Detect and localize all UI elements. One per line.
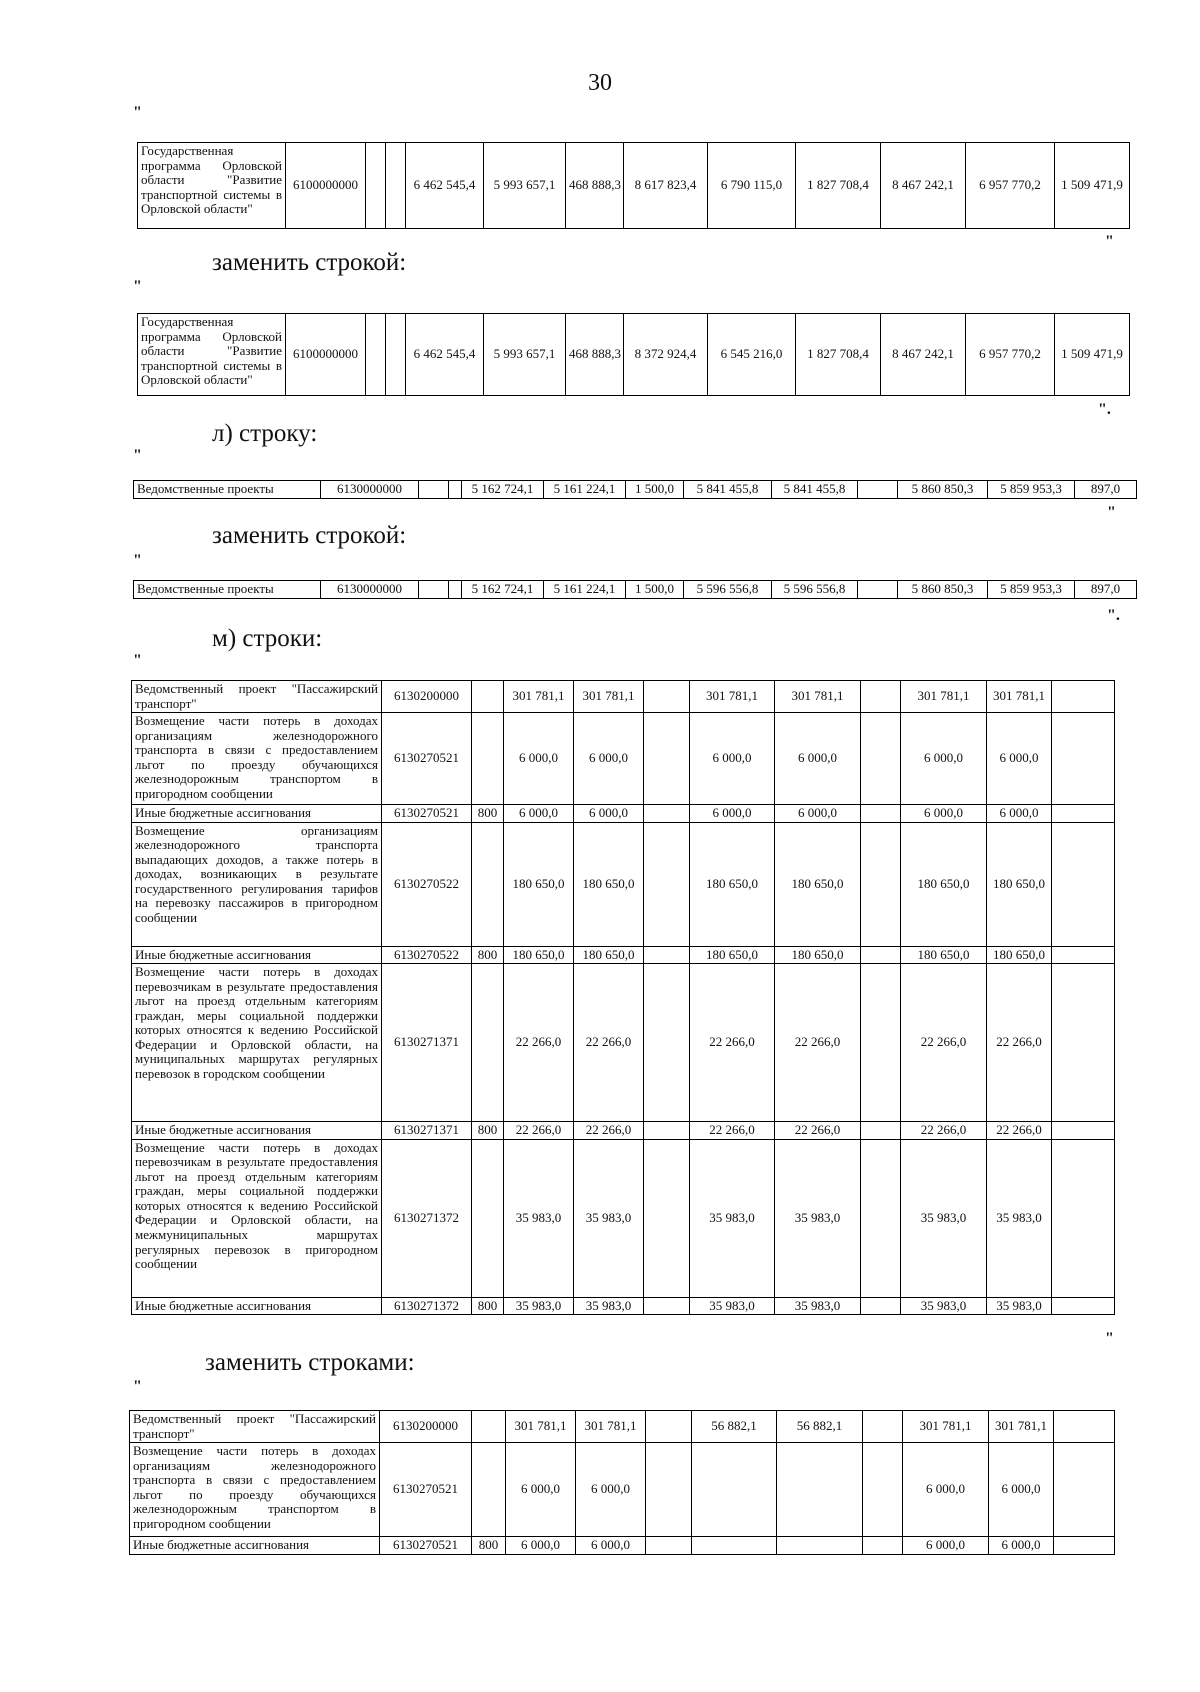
value-cell: 180 650,0	[987, 822, 1052, 946]
value-cell: 35 983,0	[574, 1297, 644, 1315]
value-cell	[863, 1537, 903, 1555]
value-cell	[386, 314, 406, 396]
value-cell: 5 161 224,1	[544, 581, 626, 599]
opening-quote: "	[133, 104, 142, 121]
value-cell	[449, 581, 462, 599]
value-cell	[861, 946, 901, 964]
code-cell: 6130200000	[380, 1411, 472, 1443]
value-cell: 35 983,0	[901, 1139, 987, 1297]
value-cell: 6 957 770,2	[966, 314, 1055, 396]
value-cell: 22 266,0	[775, 1122, 861, 1140]
table-row	[130, 1537, 1115, 1555]
value-cell	[861, 681, 901, 713]
value-cell: 5 993 657,1	[484, 314, 566, 396]
value-cell: 35 983,0	[504, 1297, 574, 1315]
program-row-table-original	[137, 142, 1130, 229]
closing-quote: ".	[1107, 607, 1120, 624]
value-cell: 5 859 953,3	[988, 581, 1075, 599]
value-cell: 6 000,0	[576, 1443, 646, 1537]
value-cell	[1052, 805, 1115, 823]
value-cell: 301 781,1	[504, 681, 574, 713]
value-cell	[1052, 1122, 1115, 1140]
value-cell: 301 781,1	[989, 1411, 1054, 1443]
value-cell	[1052, 1297, 1115, 1315]
vid-cell	[472, 822, 504, 946]
vid-cell: 800	[472, 946, 504, 964]
value-cell: 6 000,0	[903, 1443, 989, 1537]
closing-quote: "	[1107, 504, 1116, 521]
table-row	[132, 946, 1115, 964]
heading-l-row: л) строку:	[212, 420, 318, 447]
row-name: Иные бюджетные ассигнования	[132, 1297, 382, 1315]
vid-cell	[419, 481, 449, 499]
page-number: 30	[588, 70, 612, 96]
row-name: Возмещение организациям железнодорожного транспорта выпадающих доходов, а также потерь в доходах, возникающих в результате государственного регулирования тарифов на перевозку пассажиров в пригородном сообщении	[132, 822, 382, 946]
value-cell: 35 983,0	[775, 1297, 861, 1315]
value-cell: 6 000,0	[987, 805, 1052, 823]
value-cell: 35 983,0	[574, 1139, 644, 1297]
value-cell: 6 000,0	[690, 805, 775, 823]
value-cell: 8 372 924,4	[624, 314, 708, 396]
value-cell: 35 983,0	[504, 1139, 574, 1297]
heading-m-rows: м) строки:	[212, 625, 323, 652]
value-cell: 6 000,0	[775, 713, 861, 805]
value-cell: 1 509 471,9	[1055, 143, 1130, 229]
value-cell	[644, 681, 690, 713]
value-cell	[644, 713, 690, 805]
closing-quote: "	[1105, 1330, 1114, 1347]
value-cell: 22 266,0	[775, 964, 861, 1122]
value-cell: 180 650,0	[690, 946, 775, 964]
opening-quote: "	[133, 278, 142, 295]
table-row	[130, 1443, 1115, 1537]
value-cell: 6 000,0	[987, 713, 1052, 805]
value-cell	[1054, 1443, 1115, 1537]
value-cell: 8 467 242,1	[881, 143, 966, 229]
value-cell	[1052, 822, 1115, 946]
value-cell: 56 882,1	[777, 1411, 863, 1443]
code-cell: 6130271372	[382, 1139, 472, 1297]
table-row	[130, 1411, 1115, 1443]
value-cell: 6 000,0	[506, 1537, 576, 1555]
value-cell: 301 781,1	[574, 681, 644, 713]
table-row	[132, 805, 1115, 823]
vid-cell: 800	[472, 1122, 504, 1140]
value-cell: 6 000,0	[506, 1443, 576, 1537]
value-cell	[861, 964, 901, 1122]
value-cell	[644, 1139, 690, 1297]
value-cell: 180 650,0	[504, 946, 574, 964]
value-cell: 22 266,0	[574, 1122, 644, 1140]
value-cell	[644, 1297, 690, 1315]
value-cell: 5 993 657,1	[484, 143, 566, 229]
value-cell: 22 266,0	[690, 1122, 775, 1140]
row-name: Ведомственный проект "Пассажирский транспорт"	[132, 681, 382, 713]
value-cell: 22 266,0	[901, 1122, 987, 1140]
value-cell: 6 957 770,2	[966, 143, 1055, 229]
vid-cell: 800	[472, 1297, 504, 1315]
value-cell	[858, 481, 898, 499]
value-cell: 468 888,3	[566, 314, 624, 396]
value-cell: 5 860 850,3	[898, 581, 988, 599]
row-name: Ведомственный проект "Пассажирский транспорт"	[130, 1411, 380, 1443]
value-cell: 897,0	[1075, 581, 1137, 599]
value-cell: 35 983,0	[775, 1139, 861, 1297]
value-cell: 6 000,0	[690, 713, 775, 805]
value-cell: 35 983,0	[901, 1297, 987, 1315]
value-cell: 5 162 724,1	[462, 581, 544, 599]
value-cell: 301 781,1	[987, 681, 1052, 713]
value-cell: 1 827 708,4	[796, 143, 881, 229]
value-cell: 6 000,0	[504, 713, 574, 805]
vid-cell	[472, 1411, 506, 1443]
value-cell: 180 650,0	[504, 822, 574, 946]
code-cell: 6130270522	[382, 946, 472, 964]
value-cell	[644, 805, 690, 823]
value-cell: 22 266,0	[901, 964, 987, 1122]
code-cell: 6100000000	[286, 314, 366, 396]
value-cell	[777, 1443, 863, 1537]
row-name: Возмещение части потерь в доходах организациям железнодорожного транспорта в связи с предоставлением льгот по проезду обучающихся железнодорожным транспортом в пригородном сообщении	[130, 1443, 380, 1537]
value-cell: 22 266,0	[987, 964, 1052, 1122]
vid-cell	[419, 581, 449, 599]
value-cell: 22 266,0	[690, 964, 775, 1122]
value-cell	[1054, 1411, 1115, 1443]
value-cell	[861, 822, 901, 946]
value-cell	[449, 481, 462, 499]
code-cell: 6130270521	[380, 1443, 472, 1537]
value-cell	[861, 1297, 901, 1315]
value-cell: 5 596 556,8	[772, 581, 858, 599]
value-cell	[861, 1139, 901, 1297]
code-cell: 6100000000	[286, 143, 366, 229]
code-cell: 6130271371	[382, 964, 472, 1122]
vid-cell	[366, 143, 386, 229]
value-cell: 180 650,0	[775, 946, 861, 964]
value-cell: 180 650,0	[574, 946, 644, 964]
value-cell	[644, 822, 690, 946]
value-cell: 6 000,0	[504, 805, 574, 823]
value-cell: 22 266,0	[504, 1122, 574, 1140]
code-cell: 6130271372	[382, 1297, 472, 1315]
value-cell: 5 859 953,3	[988, 481, 1075, 499]
vid-cell	[472, 1139, 504, 1297]
value-cell: 180 650,0	[775, 822, 861, 946]
value-cell: 180 650,0	[690, 822, 775, 946]
value-cell: 180 650,0	[987, 946, 1052, 964]
value-cell	[1052, 946, 1115, 964]
value-cell	[863, 1443, 903, 1537]
value-cell: 56 882,1	[692, 1411, 777, 1443]
value-cell: 5 860 850,3	[898, 481, 988, 499]
value-cell	[644, 946, 690, 964]
value-cell: 6 462 545,4	[406, 314, 484, 396]
value-cell: 22 266,0	[504, 964, 574, 1122]
opening-quote: "	[133, 552, 142, 569]
value-cell: 6 000,0	[574, 713, 644, 805]
heading-replace-row: заменить строкой:	[212, 522, 407, 549]
row-name: Иные бюджетные ассигнования	[132, 946, 382, 964]
table-row	[132, 713, 1115, 805]
row-name: Ведомственные проекты	[134, 581, 321, 599]
code-cell: 6130270521	[380, 1537, 472, 1555]
value-cell: 6 000,0	[901, 805, 987, 823]
value-cell: 1 827 708,4	[796, 314, 881, 396]
vid-cell	[366, 314, 386, 396]
value-cell: 301 781,1	[903, 1411, 989, 1443]
value-cell	[1052, 681, 1115, 713]
value-cell	[646, 1537, 692, 1555]
value-cell	[644, 1122, 690, 1140]
value-cell: 301 781,1	[775, 681, 861, 713]
opening-quote: "	[133, 447, 142, 464]
row-name: Возмещение части потерь в доходах перевозчикам в результате предоставления льгот на проезд отдельным категориям граждан, меры социальной поддержки которых относятся к ведению Российской Федерации и Орловской области, на муниципальных маршрутах регулярных перевозок в городском сообщении	[132, 964, 382, 1122]
opening-quote: "	[133, 652, 142, 669]
code-cell: 6130270522	[382, 822, 472, 946]
value-cell: 6 000,0	[574, 805, 644, 823]
value-cell: 35 983,0	[690, 1297, 775, 1315]
code-cell: 6130000000	[321, 481, 419, 499]
value-cell: 6 000,0	[576, 1537, 646, 1555]
value-cell: 180 650,0	[901, 822, 987, 946]
value-cell	[646, 1443, 692, 1537]
value-cell: 301 781,1	[506, 1411, 576, 1443]
value-cell: 301 781,1	[690, 681, 775, 713]
program-name: Государственная программа Орловской области "Развитие транспортной системы в Орловской области"	[138, 314, 286, 396]
code-cell: 6130271371	[382, 1122, 472, 1140]
code-cell: 6130200000	[382, 681, 472, 713]
value-cell	[861, 713, 901, 805]
code-cell: 6130270521	[382, 713, 472, 805]
value-cell: 5 841 455,8	[772, 481, 858, 499]
value-cell	[858, 581, 898, 599]
value-cell	[646, 1411, 692, 1443]
value-cell	[692, 1443, 777, 1537]
departmental-projects-table-original	[133, 480, 1137, 499]
table-row	[132, 1139, 1115, 1297]
vid-cell	[472, 964, 504, 1122]
row-name: Иные бюджетные ассигнования	[132, 805, 382, 823]
row-name: Возмещение части потерь в доходах перевозчикам в результате предоставления льгот на проезд отдельным категориям граждан, меры социальной поддержки которых относятся к ведению Российской Федерации и Орловской области, на межмуниципальных маршрутах регулярных перевозок в пригородном сообщении	[132, 1139, 382, 1297]
row-name: Возмещение части потерь в доходах организациям железнодорожного транспорта в связи с предоставлением льгот по проезду обучающихся железнодорожным транспортом в пригородном сообщении	[132, 713, 382, 805]
value-cell: 468 888,3	[566, 143, 624, 229]
value-cell: 35 983,0	[987, 1139, 1052, 1297]
value-cell: 6 000,0	[903, 1537, 989, 1555]
value-cell: 5 161 224,1	[544, 481, 626, 499]
value-cell	[692, 1537, 777, 1555]
program-name: Государственная программа Орловской области "Развитие транспортной системы в Орловской области"	[138, 143, 286, 229]
value-cell: 6 790 115,0	[708, 143, 796, 229]
value-cell	[1052, 964, 1115, 1122]
value-cell: 1 500,0	[626, 581, 684, 599]
heading-replace-row: заменить строкой:	[212, 249, 407, 276]
vid-cell: 800	[472, 805, 504, 823]
value-cell: 8 617 823,4	[624, 143, 708, 229]
value-cell: 35 983,0	[690, 1139, 775, 1297]
table-row	[132, 964, 1115, 1122]
value-cell	[777, 1537, 863, 1555]
value-cell: 1 500,0	[626, 481, 684, 499]
opening-quote: "	[133, 1378, 142, 1395]
value-cell	[861, 1122, 901, 1140]
table-row	[132, 1297, 1115, 1315]
value-cell: 5 162 724,1	[462, 481, 544, 499]
value-cell	[1054, 1537, 1115, 1555]
row-name: Ведомственные проекты	[134, 481, 321, 499]
table-row	[132, 681, 1115, 713]
value-cell: 5 841 455,8	[684, 481, 772, 499]
value-cell: 22 266,0	[574, 964, 644, 1122]
value-cell	[861, 805, 901, 823]
value-cell: 6 000,0	[989, 1443, 1054, 1537]
value-cell	[644, 964, 690, 1122]
departmental-projects-table-new	[133, 580, 1137, 599]
value-cell: 5 596 556,8	[684, 581, 772, 599]
row-name: Иные бюджетные ассигнования	[132, 1122, 382, 1140]
value-cell: 301 781,1	[901, 681, 987, 713]
value-cell: 35 983,0	[987, 1297, 1052, 1315]
table-row	[132, 822, 1115, 946]
value-cell: 8 467 242,1	[881, 314, 966, 396]
heading-replace-rows: заменить строками:	[205, 1349, 415, 1376]
value-cell	[1052, 1139, 1115, 1297]
value-cell: 180 650,0	[574, 822, 644, 946]
value-cell: 6 000,0	[775, 805, 861, 823]
program-row-table-new	[137, 313, 1130, 396]
value-cell: 6 000,0	[901, 713, 987, 805]
code-cell: 6130270521	[382, 805, 472, 823]
value-cell	[863, 1411, 903, 1443]
vid-cell	[472, 713, 504, 805]
value-cell: 897,0	[1075, 481, 1137, 499]
value-cell: 6 000,0	[989, 1537, 1054, 1555]
table-row	[132, 1122, 1115, 1140]
vid-cell	[472, 681, 504, 713]
passenger-transport-table-new	[129, 1410, 1115, 1555]
closing-quote: ".	[1098, 401, 1111, 418]
vid-cell: 800	[472, 1537, 506, 1555]
value-cell	[1052, 713, 1115, 805]
value-cell: 6 462 545,4	[406, 143, 484, 229]
vid-cell	[472, 1443, 506, 1537]
value-cell: 6 545 216,0	[708, 314, 796, 396]
closing-quote: "	[1105, 233, 1114, 250]
value-cell	[386, 143, 406, 229]
passenger-transport-table-original	[131, 680, 1115, 1315]
value-cell: 1 509 471,9	[1055, 314, 1130, 396]
value-cell: 22 266,0	[987, 1122, 1052, 1140]
row-name: Иные бюджетные ассигнования	[130, 1537, 380, 1555]
value-cell: 301 781,1	[576, 1411, 646, 1443]
code-cell: 6130000000	[321, 581, 419, 599]
value-cell: 180 650,0	[901, 946, 987, 964]
